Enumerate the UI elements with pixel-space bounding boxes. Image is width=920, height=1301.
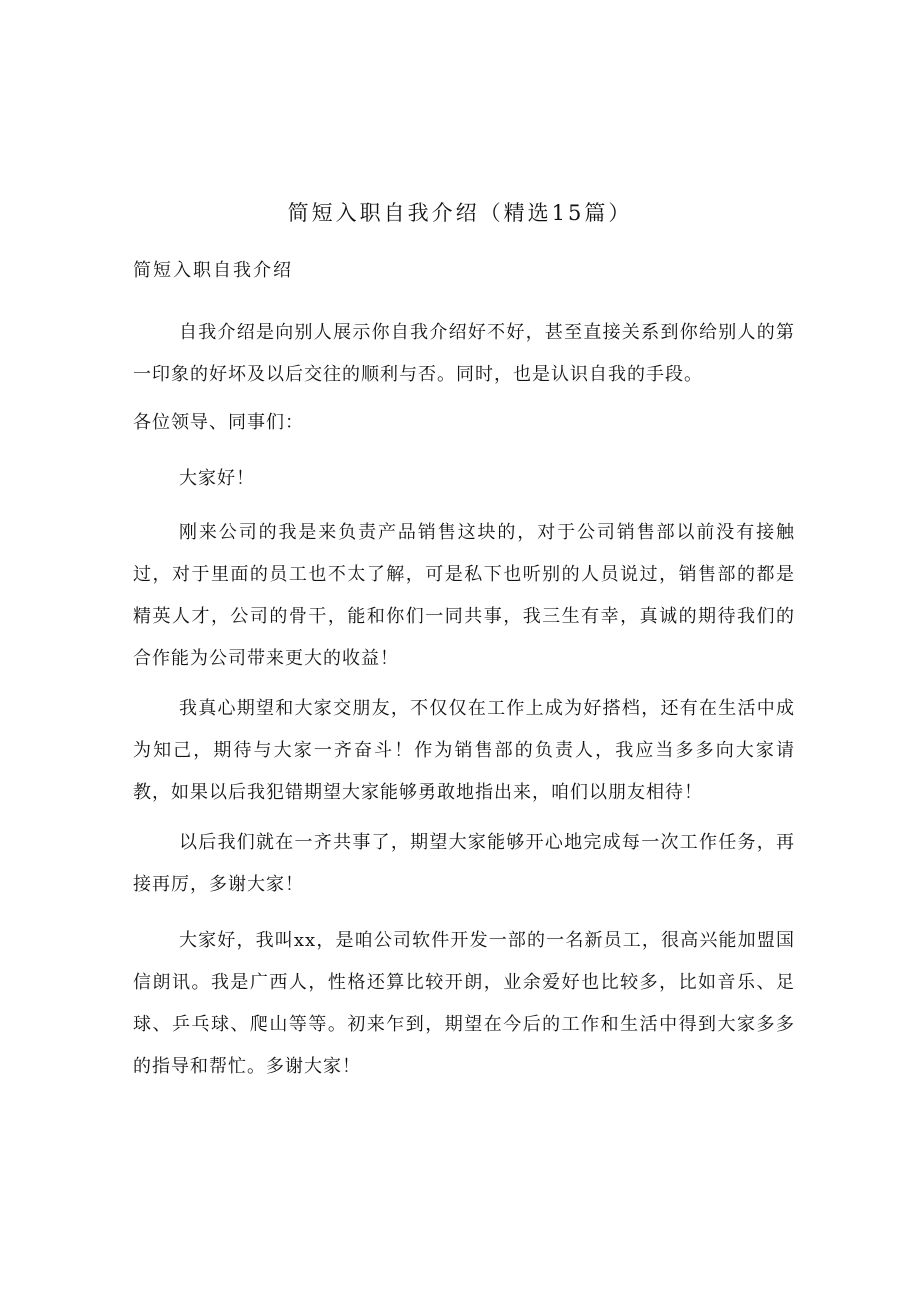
document-subheading: 简短入职自我介绍 <box>133 260 293 281</box>
paragraph-greeting: 大家好！ <box>179 468 255 489</box>
paragraph-sales-intro: 刚来公司的我是来负责产品销售这块的，对于公司销售部以前没有接触过，对于里面的员工也不太了解，可是私下也听别的人员说过，销售部的都是精英人才，公司的骨干，能和你们一同共事，我三生有幸，真诚的期待我们的合作能为公司带来更大的收益！ <box>133 522 795 669</box>
paragraph-friendship: 我真心期望和大家交朋友，不仅仅在工作上成为好搭档，还有在生活中成为知己，期待与大家一齐奋斗！作为销售部的负责人，我应当多多向大家请教，如果以后我犯错期望大家能够勇敢地指出来，咱们以朋友相待！ <box>133 698 795 803</box>
paragraph-new-employee: 大家好，我叫xx，是咱公司软件开发一部的一名新员工，很高兴能加盟国信朗讯。我是广西人，性格还算比较开朗，业余爱好也比较多，比如音乐、足球、乒乓球、爬山等等。初来乍到，期望在今后的工作和生活中得到大家多多的指导和帮忙。多谢大家！ <box>133 930 795 1077</box>
paragraph-salutation: 各位领导、同事们： <box>133 412 304 433</box>
paragraph-intro: 自我介绍是向别人展示你自我介绍好不好，甚至直接关系到你给别人的第一印象的好坏及以后交往的顺利与否。同时，也是认识自我的手段。 <box>133 322 795 385</box>
paragraph-teamwork: 以后我们就在一齐共事了，期望大家能够开心地完成每一次工作任务，再接再厉，多谢大家！ <box>133 832 795 895</box>
document-title: 简短入职自我介绍（精选15篇） <box>287 201 633 225</box>
